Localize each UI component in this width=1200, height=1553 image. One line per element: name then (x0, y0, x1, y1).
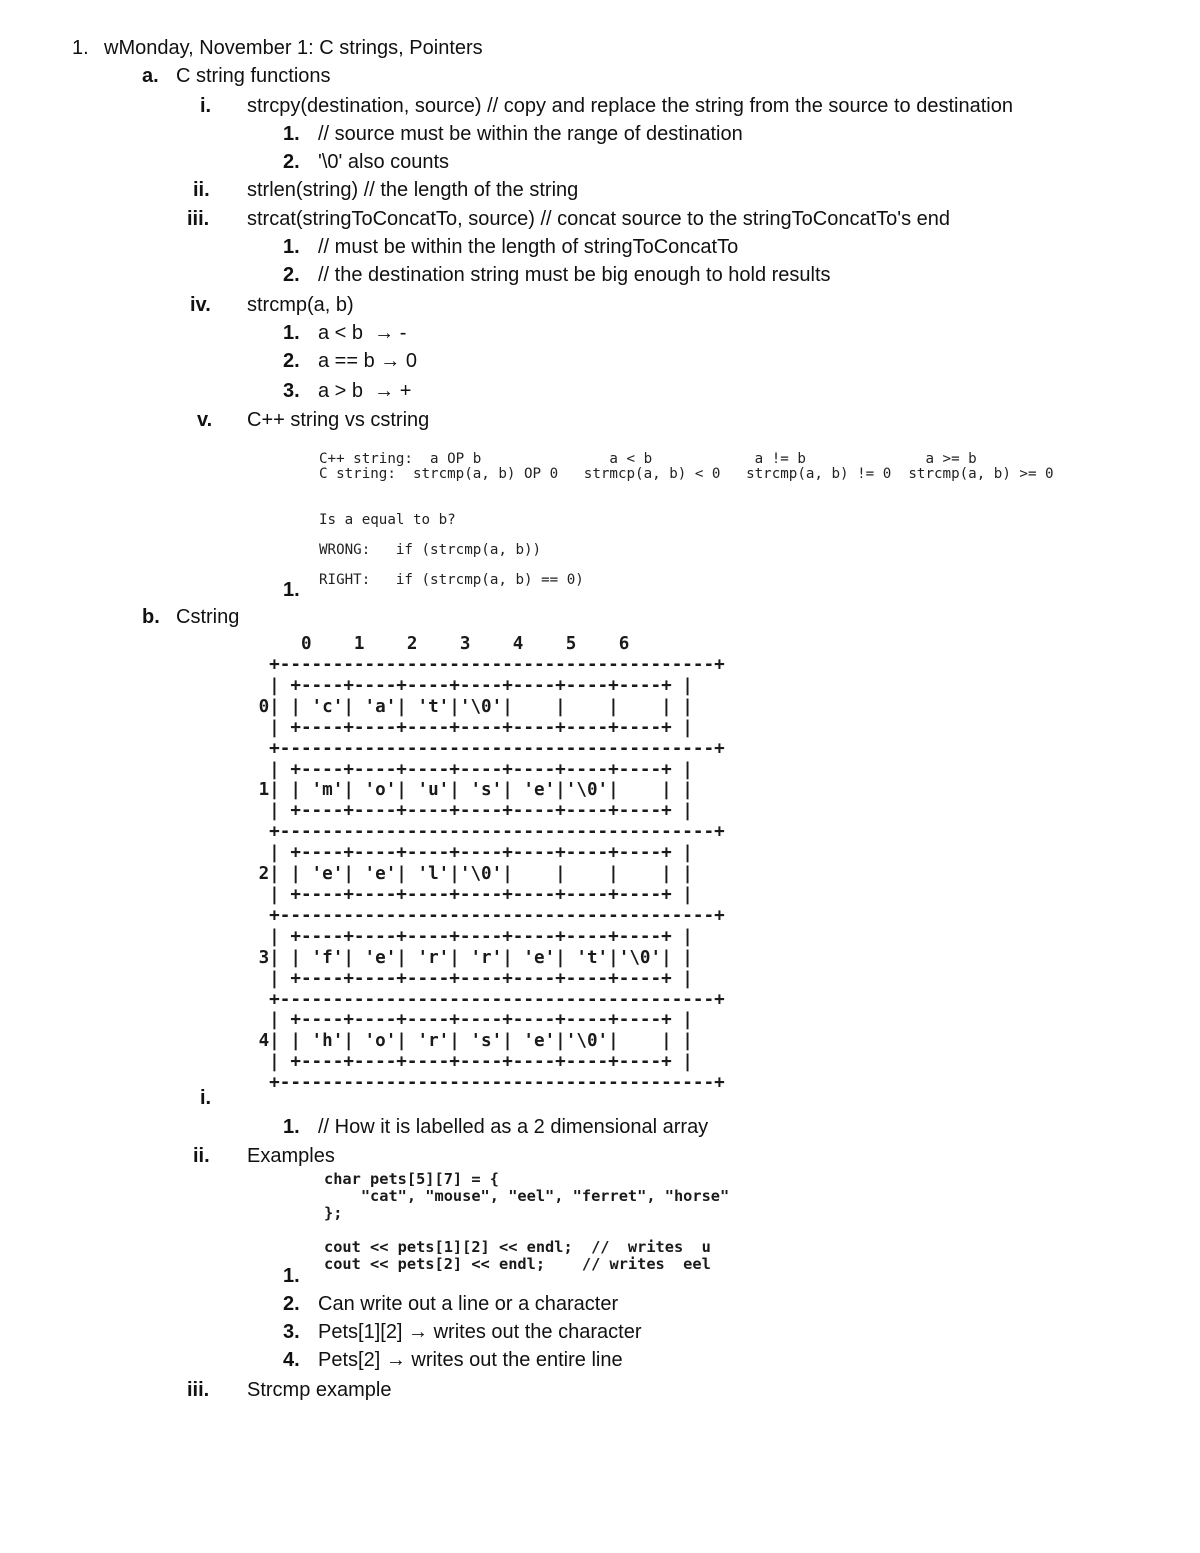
array-column-indices: 0 1 2 3 4 5 6 (248, 634, 630, 654)
pets-code-image: char pets[5][7] = { "cat", "mouse", "eel", "ferret", "horse" }; cout << pets[1][2] << endl; // writes u cout << pets[2] << endl; // writes eel (324, 1170, 730, 1273)
equality-check-image: Is a equal to b? WRONG: if (strcmp(a, b)) RIGHT: if (strcmp(a, b) == 0) (319, 512, 584, 588)
marker-b-ii-1: 1. (283, 1265, 300, 1287)
2d-array-grid-image: +-----------------------------------------+ | +----+----+----+----+----+----+----+ | 0| | 'c'| 'a'| 't'|'\0'| | | | | | +----+----+----+----+----+----+----+ | +-----------------------------------------+ | +----+----+----+----+----+----+----+ | 1| | 'm'| 'o'| 'u'| 's'| 'e'|'\0'| | | | +----+----+----+----+----+----+----+ | +-----------------------------------------+ | +----+----+----+----+----+----+----+ | 2| | 'e'| 'e'| 'l'|'\0'| | | | | | +----+----+----+----+----+----+----+ | +-----------------------------------------+ | +----+----+----+----+----+----+----+ | 3| | 'f'| 'e'| 'r'| 'r'| 'e'| 't'|'\0'| | | +----+----+----+----+----+----+----+ | +-----------------------------------------+ | +----+----+----+----+----+----+----+ | 4| | 'h'| 'o'| 'r'| 's'| 'e'|'\0'| | | | +----+----+----+----+----+----+----+ | +-----------------------------------------+ (258, 655, 725, 1094)
marker-b: b. (142, 606, 160, 628)
marker-a-iv: iv. (190, 294, 211, 316)
strcpy-note-2: '\0' also counts (318, 151, 450, 173)
strlen-line: strlen(string) // the length of the string (247, 179, 579, 201)
strcpy-note-1: // source must be within the range of destination (318, 123, 743, 145)
strcat-note-1: // must be within the length of stringToConcatTo (318, 236, 739, 258)
section-b-title: Cstring (176, 606, 240, 628)
strcpy-line: strcpy(destination, source) // copy and replace the string from the source to destination (247, 95, 1013, 117)
marker-a-i: i. (200, 95, 212, 117)
cpp-vs-cstring-line: C++ string vs cstring (247, 409, 430, 431)
marker-b-iii: iii. (187, 1379, 210, 1401)
marker-a-iv-1: 1. (283, 322, 300, 344)
comparison-table-image: C++ string: a OP b a < b a != b a >= b C string: strcmp(a, b) OP 0 strmcp(a, b) < 0 strcmp(a, b) != 0 strcmp(a, b) >= 0 (319, 451, 1054, 482)
marker-b-ii: ii. (193, 1145, 210, 1167)
marker-a-i-2: 2. (283, 151, 300, 173)
marker-a-ii: ii. (193, 179, 210, 201)
strcmp-line: strcmp(a, b) (247, 294, 354, 316)
examples-title: Examples (247, 1145, 335, 1167)
marker-a-iv-2: 2. (283, 350, 300, 372)
marker-a-i-1: 1. (283, 123, 300, 145)
marker-b-ii-2: 2. (283, 1293, 300, 1315)
examples-note-3: Pets[1][2] → writes out the character (318, 1321, 642, 1343)
strcat-line: strcat(stringToConcatTo, source) // concat source to the stringToConcatTo's end (247, 208, 951, 230)
heading-line: wMonday, November 1: C strings, Pointers (104, 37, 483, 59)
marker-b-i-1: 1. (283, 1116, 300, 1138)
marker-a-v-1: 1. (283, 579, 300, 601)
marker-a-iii-1: 1. (283, 236, 300, 258)
marker-a: a. (142, 65, 159, 87)
strcmp-greater: a > b → + (318, 380, 412, 402)
marker-b-i: i. (200, 1087, 212, 1109)
strcat-note-2: // the destination string must be big enough to hold results (318, 264, 831, 286)
strcmp-example-title: Strcmp example (247, 1379, 392, 1401)
strcmp-equal: a == b → 0 (318, 350, 417, 372)
examples-note-4: Pets[2] → writes out the entire line (318, 1349, 623, 1371)
strcmp-less: a < b → - (318, 322, 407, 344)
marker-a-iii-2: 2. (283, 264, 300, 286)
marker-a-v: v. (197, 409, 213, 431)
marker-a-iii: iii. (187, 208, 210, 230)
marker-a-iv-3: 3. (283, 380, 300, 402)
2d-array-note: // How it is labelled as a 2 dimensional array (318, 1116, 709, 1138)
examples-note-2: Can write out a line or a character (318, 1293, 619, 1315)
marker-1: 1. (72, 37, 89, 59)
section-a-title: C string functions (176, 65, 331, 87)
marker-b-ii-3: 3. (283, 1321, 300, 1343)
marker-b-ii-4: 4. (283, 1349, 300, 1371)
